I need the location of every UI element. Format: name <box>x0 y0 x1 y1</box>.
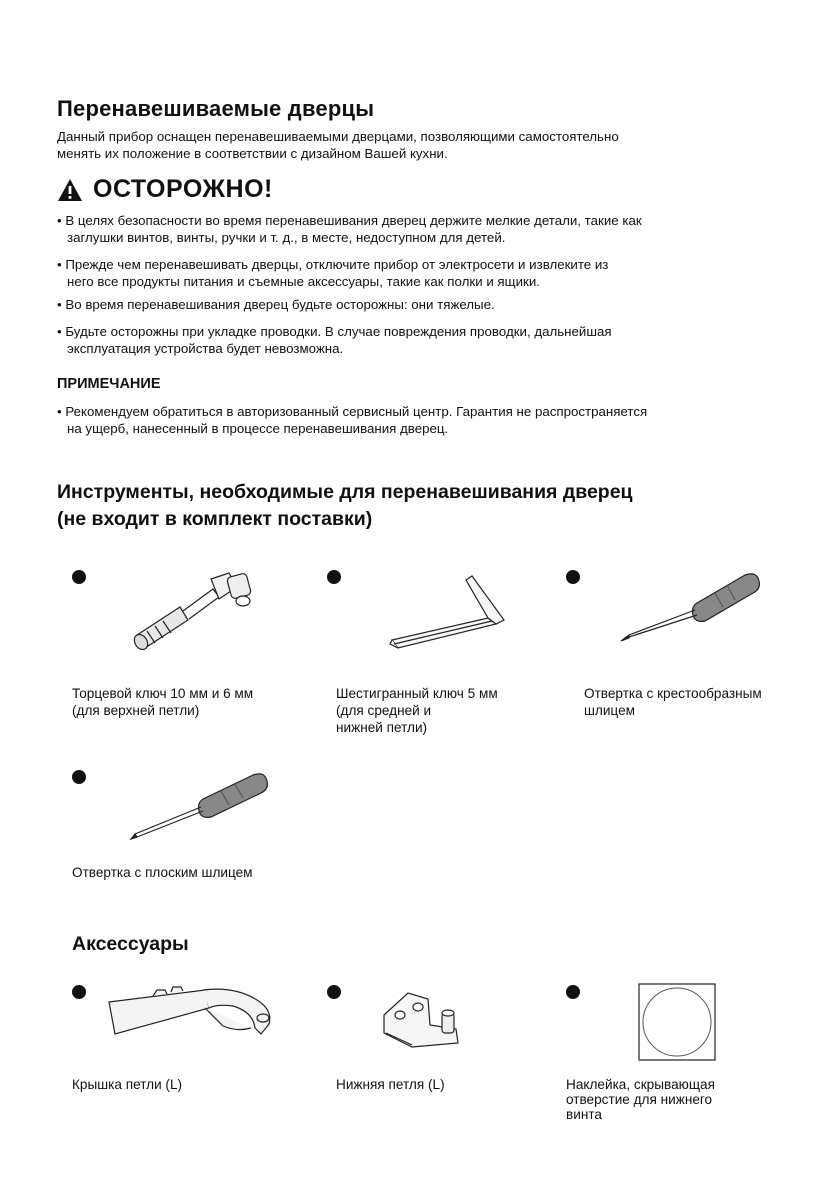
note-bullet: • Рекомендуем обратиться в авторизованный сервисный центр. Гарантия не распространяется на ущерб, нанесенный в процессе перенавешивания дверец. <box>57 403 797 437</box>
warning-bullet: • В целях безопасности во время перенавешивания дверец держите мелкие детали, такие как заглушки винтов, винты, ручки и т. д., в месте, недоступном для детей. <box>57 212 797 246</box>
bottom-hinge-icon <box>378 985 468 1060</box>
item-bullet-dot <box>566 570 580 584</box>
warning-triangle-icon <box>57 178 83 202</box>
accessory-caption: Наклейка, скрывающая отверстие для нижнего винта <box>566 1077 715 1122</box>
accessories-title: Аксессуары <box>72 933 189 955</box>
socket-wrench-icon <box>125 565 265 660</box>
hinge-cover-icon <box>105 982 280 1047</box>
note-title: ПРИМЕЧАНИЕ <box>57 376 161 392</box>
tool-caption: Отвертка с плоским шлицем <box>72 865 253 880</box>
hex-key-icon <box>380 568 520 658</box>
intro-paragraph: Данный прибор оснащен перенавешиваемыми дверцами, позволяющими самостоятельно менять их положение в соответствии с дизайном Вашей кухни. <box>57 129 619 161</box>
warning-title: ОСТОРОЖНО! <box>93 175 273 203</box>
item-bullet-dot <box>72 985 86 999</box>
accessory-caption: Крышка петли (L) <box>72 1077 183 1092</box>
item-bullet-dot <box>327 570 341 584</box>
item-bullet-dot <box>566 985 580 999</box>
tool-caption: Шестигранный ключ 5 мм (для средней и нижней петли) <box>336 686 498 735</box>
warning-bullet: • Будьте осторожны при укладке проводки. В случае повреждения проводки, дальнейшая эксплуатация устройства будет невозможна. <box>57 323 797 357</box>
tool-caption: Торцевой ключ 10 мм и 6 мм (для верхней петли) <box>72 686 254 718</box>
phillips-screwdriver-icon <box>615 565 765 650</box>
section-title-reversible-doors: Перенавешиваемые дверцы <box>57 96 375 121</box>
warning-bullet: • Во время перенавешивания дверец будьте осторожны: они тяжелые. <box>57 296 797 313</box>
flat-screwdriver-icon <box>125 767 275 852</box>
warning-bullet: • Прежде чем перенавешивать дверцы, отключите прибор от электросети и извлеките из него все продукты питания и съемные аксессуары, такие как полки и ящики. <box>57 256 797 290</box>
item-bullet-dot <box>327 985 341 999</box>
tool-caption: Отвертка с крестообразным шлицем <box>584 686 762 718</box>
item-bullet-dot <box>72 570 86 584</box>
warning-header <box>57 175 273 204</box>
cover-sticker-icon <box>638 983 716 1061</box>
item-bullet-dot <box>72 770 86 784</box>
accessory-caption: Нижняя петля (L) <box>336 1077 445 1092</box>
tools-title: Инструменты, необходимые для перенавешивания дверец (не входит в комплект поставки) <box>57 481 633 530</box>
